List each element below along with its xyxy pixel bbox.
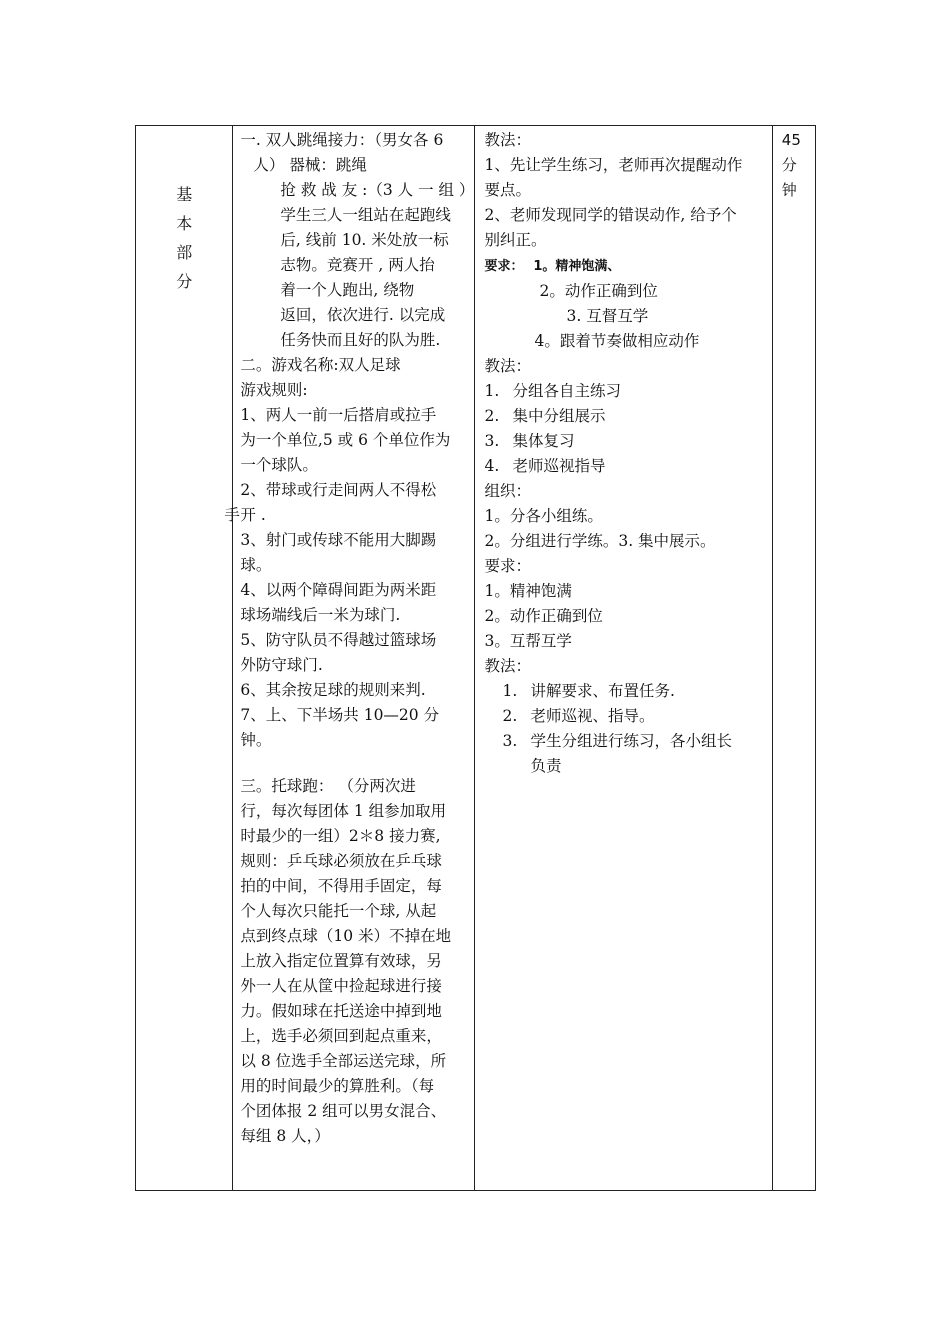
section-cell <box>136 126 233 1191</box>
section-label-char: 本 <box>176 214 193 233</box>
activity3-line: 三。托球跑： （分两次进 <box>240 777 416 795</box>
list-text: 分组各自主练习 <box>512 382 621 400</box>
activity3-line: 行，每次每团体 1 组参加取用 <box>240 802 447 820</box>
list-number: 3. <box>484 432 500 450</box>
activity2-rule-line: 3、射门或传球不能用大脚踢 <box>240 531 437 549</box>
method-title: 教法： <box>484 657 531 675</box>
section-label-char: 基 <box>176 185 193 204</box>
requirement-item: 3. 互督互学 <box>566 307 649 325</box>
content-cell <box>224 126 475 1191</box>
spacer <box>240 753 468 774</box>
section-label <box>136 126 232 296</box>
list-number: 2. <box>484 407 500 425</box>
requirement-line <box>484 253 765 279</box>
activity2-rules-title: 游戏规则: <box>240 381 308 399</box>
method-line: 要点。 <box>484 181 531 199</box>
method-title: 教法： <box>484 357 531 375</box>
list-item <box>484 379 765 404</box>
activity1-line: 任务快而且好的队为胜. <box>280 331 441 349</box>
list-text: 讲解要求、布置任务. <box>530 682 675 700</box>
activity1-line: 着一个人跑出, 绕物 <box>280 281 415 299</box>
section-label-char: 部 <box>176 243 193 262</box>
activity2-rule-line: 5、防守队员不得越过篮球场 <box>240 631 437 649</box>
lesson-plan-table <box>135 125 816 1191</box>
activity2-rule-line: 为一个单位,5 或 6 个单位作为 <box>240 431 451 449</box>
activity3-line: 以 8 位选手全部运送完球，所 <box>240 1052 447 1070</box>
activity1-line: 后, 线前 10. 米处放一标 <box>280 231 449 249</box>
duration-unit-char: 钟 <box>781 181 797 199</box>
method-line: 1、先让学生练习，老师再次提醒动作 <box>484 156 743 174</box>
activity3-line: 点到终点球（10 米）不掉在地 <box>240 927 452 945</box>
activity3-line: 用的时间最少的算胜利。（每 <box>240 1077 435 1095</box>
duration-value: 45 <box>781 131 801 149</box>
requirement-line: 2。动作正确到位 <box>484 607 603 625</box>
table-row <box>136 126 816 1191</box>
activity2-rule-line-wrap <box>224 503 468 528</box>
method-line: 2、老师发现同学的错误动作, 给予个 <box>484 206 737 224</box>
activity1-line: 返回，依次进行. 以完成 <box>280 306 446 324</box>
list-text: 老师巡视指导 <box>512 457 606 475</box>
activity2-rule-line: 2、带球或行走间两人不得松 <box>240 481 437 499</box>
activity3-line: 力。假如球在托送途中掉到地 <box>240 1002 442 1020</box>
list-item <box>484 454 765 479</box>
activity2-rule-line: 开 . <box>240 506 266 524</box>
requirement-line: 3。互帮互学 <box>484 632 572 650</box>
activity1-line: 学生三人一组站在起跑线 <box>280 206 451 224</box>
activity3-line: 个人每次只能托一个球, 从起 <box>240 902 437 920</box>
activity2-title: 二。游戏名称:双人足球 <box>240 356 401 374</box>
activity1-title-cont: 人） 器械：跳绳 <box>253 156 367 174</box>
list-item-cont: 负责 <box>530 757 562 775</box>
list-number: 2. <box>502 707 518 725</box>
activity2-rule-line: 1、两人一前一后搭肩或拉手 <box>240 406 437 424</box>
activity3-line: 上，选手必须回到起点重来， <box>240 1027 442 1045</box>
activity3-line: 每组 8 人，） <box>240 1127 330 1145</box>
activity3-line: 时最少的一组）2＊8 接力赛, <box>240 827 441 845</box>
activity3-line: 外一人在从筐中捡起球进行接 <box>240 977 442 995</box>
activity1-game: 抢 救 战 友 :（3 人 一 组 ） <box>280 181 475 199</box>
method-cell <box>475 126 772 1191</box>
list-text: 集体复习 <box>512 432 575 450</box>
activity1-title: 一. 双人跳绳接力：（男女各 6 <box>240 131 444 149</box>
list-number: 3. <box>502 732 518 750</box>
requirement-item: 4。跟着节奏做相应动作 <box>534 332 700 350</box>
list-text: 学生分组进行练习，各小组长 <box>530 732 732 750</box>
duration-unit-char: 分 <box>781 156 797 174</box>
activity2-rule-line: 球场端线后一米为球门. <box>240 606 401 624</box>
activity2-rule-line: 钟。 <box>240 731 272 749</box>
list-text: 老师巡视、指导。 <box>530 707 655 725</box>
requirement-title: 要求： <box>484 557 531 575</box>
section-label-char: 分 <box>176 272 193 291</box>
activity2-rule-line: 6、其余按足球的规则来判. <box>240 681 426 699</box>
time-cell <box>772 126 815 1191</box>
requirement-item: 1。精神饱满、 <box>533 259 621 274</box>
list-number: 1. <box>484 382 500 400</box>
list-item <box>484 429 765 454</box>
method-line: 别纠正。 <box>484 231 547 249</box>
teaching-method <box>475 126 771 779</box>
activity2-rule-line: 球。 <box>240 556 272 574</box>
activity3-line: 上放入指定位置算有效球，另 <box>240 952 442 970</box>
requirement-item: 2。动作正确到位 <box>539 282 658 300</box>
activity3-line: 规则：乒乓球必须放在乒乓球 <box>240 852 442 870</box>
requirement-line: 1。精神饱满 <box>484 582 572 600</box>
overhang-char: 手 <box>224 506 240 524</box>
list-item <box>484 704 765 729</box>
list-number: 1. <box>502 682 518 700</box>
activity-content <box>224 126 475 1149</box>
requirement-label: 要求： <box>484 259 524 274</box>
activity2-rule-line: 4、以两个障碍间距为两米距 <box>240 581 437 599</box>
list-item <box>484 679 765 704</box>
activity3-line: 个团体报 2 组可以男女混合、 <box>240 1102 447 1120</box>
activity2-rule-line: 一个球队。 <box>240 456 318 474</box>
organization-line: 2。分组进行学练。3. 集中展示。 <box>484 532 716 550</box>
activity3-line: 拍的中间，不得用手固定，每 <box>240 877 442 895</box>
list-text: 集中分组展示 <box>512 407 606 425</box>
organization-title: 组织： <box>484 482 531 500</box>
activity2-rule-line: 7、上、下半场共 10—20 分 <box>240 706 440 724</box>
method-title: 教法： <box>484 131 531 149</box>
list-number: 4. <box>484 457 500 475</box>
duration <box>773 126 815 203</box>
activity1-line: 志物。竞赛开 , 两人抬 <box>280 256 435 274</box>
list-item <box>484 404 765 429</box>
activity2-rule-line: 外防守球门. <box>240 656 323 674</box>
list-item <box>484 729 765 754</box>
organization-line: 1。分各小组练。 <box>484 507 603 525</box>
